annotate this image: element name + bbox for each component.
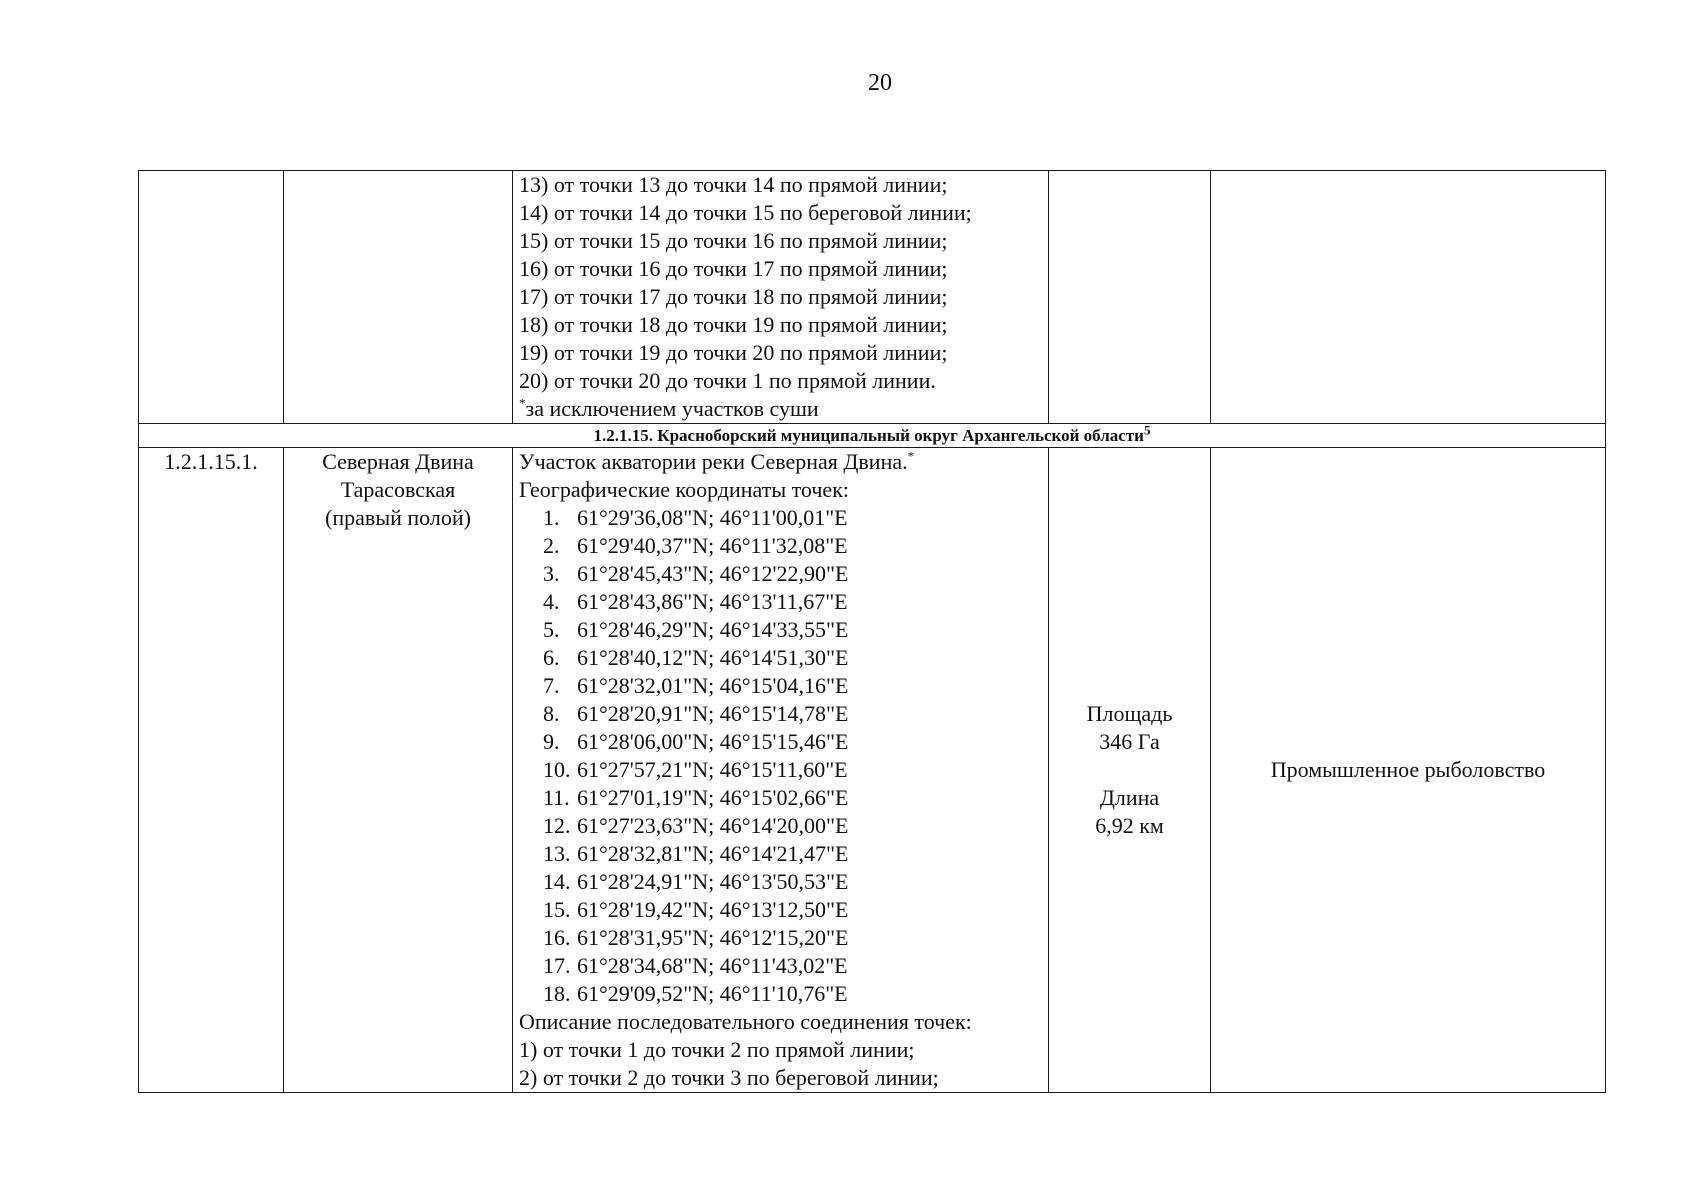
entry-number: 1.2.1.15.1. bbox=[164, 449, 258, 474]
coordinate-number: 1. bbox=[543, 505, 560, 530]
section-header-row bbox=[139, 424, 1606, 448]
continued-name-cell bbox=[284, 171, 513, 424]
section-title-text: 1.2.1.15. Красноборский муниципальный округ Архангельской области bbox=[593, 426, 1144, 445]
section-title bbox=[139, 424, 1606, 448]
entry-row bbox=[139, 448, 1606, 1093]
coordinate-number: 17. bbox=[543, 953, 571, 978]
coordinate-number: 18. bbox=[543, 981, 571, 1006]
coordinate-value: 61°29'36,08"N; 46°11'00,01"E bbox=[577, 505, 848, 530]
area-title-asterisk: * bbox=[907, 448, 915, 464]
land-exclusion-note bbox=[519, 395, 1042, 423]
coordinate-value: 61°27'23,63"N; 46°14'20,00"E bbox=[577, 813, 849, 838]
entry-boundary-cell bbox=[513, 448, 1049, 1093]
continued-row bbox=[139, 171, 1606, 424]
coordinate-number: 13. bbox=[543, 841, 571, 866]
note-asterisk: * bbox=[519, 395, 526, 411]
coordinate-item bbox=[543, 672, 1042, 700]
coords-header: Географические координаты точек: bbox=[519, 477, 849, 502]
coordinate-value: 61°28'43,86"N; 46°13'11,67"E bbox=[577, 589, 848, 614]
coordinate-item bbox=[543, 644, 1042, 672]
coordinate-value: 61°28'24,91"N; 46°13'50,53"E bbox=[577, 869, 849, 894]
coordinate-number: 2. bbox=[543, 533, 560, 558]
connection-line: 1) от точки 1 до точки 2 по прямой линии; bbox=[519, 1037, 915, 1062]
coordinate-number: 7. bbox=[543, 673, 560, 698]
coordinate-item bbox=[543, 728, 1042, 756]
area-value: 346 Га bbox=[1099, 729, 1160, 754]
coordinate-number: 5. bbox=[543, 617, 560, 642]
coordinate-number: 15. bbox=[543, 897, 571, 922]
continued-boundary-cell bbox=[513, 171, 1049, 424]
coordinate-number: 11. bbox=[543, 785, 570, 810]
section-footnote-mark: 5 bbox=[1143, 423, 1151, 438]
coordinate-item bbox=[543, 504, 1042, 532]
coordinates-list bbox=[519, 504, 1042, 1008]
coordinate-item bbox=[543, 980, 1042, 1008]
coordinate-value: 61°28'31,95"N; 46°12'15,20"E bbox=[577, 925, 849, 950]
page-number: 20 bbox=[868, 70, 892, 96]
coordinate-value: 61°28'34,68"N; 46°11'43,02"E bbox=[577, 953, 848, 978]
coordinate-item bbox=[543, 588, 1042, 616]
coordinate-item bbox=[543, 616, 1042, 644]
coordinate-value: 61°28'06,00"N; 46°15'15,46"E bbox=[577, 729, 849, 754]
continued-usage-cell bbox=[1211, 171, 1606, 424]
coordinate-item bbox=[543, 812, 1042, 840]
coordinate-number: 12. bbox=[543, 813, 571, 838]
coordinate-item bbox=[543, 868, 1042, 896]
coordinate-number: 3. bbox=[543, 561, 560, 586]
length-label: Длина bbox=[1099, 785, 1160, 810]
connection-line: 14) от точки 14 до точки 15 по береговой линии; bbox=[519, 200, 972, 225]
entry-usage-cell bbox=[1211, 448, 1606, 1093]
entry-name-cell bbox=[284, 448, 513, 1093]
connection-line: 19) от точки 19 до точки 20 по прямой линии; bbox=[519, 340, 948, 365]
area-title bbox=[519, 448, 1042, 476]
size-spacer bbox=[1055, 756, 1204, 784]
coordinate-item bbox=[543, 756, 1042, 784]
coordinate-value: 61°28'46,29"N; 46°14'33,55"E bbox=[577, 617, 849, 642]
connection-line: 13) от точки 13 до точки 14 по прямой линии; bbox=[519, 172, 948, 197]
coordinate-number: 14. bbox=[543, 869, 571, 894]
fishing-areas-table bbox=[138, 170, 1606, 1093]
coordinate-value: 61°29'09,52"N; 46°11'10,76"E bbox=[577, 981, 848, 1006]
entry-name-line: Тарасовская bbox=[340, 477, 456, 502]
coordinate-value: 61°28'40,12"N; 46°14'51,30"E bbox=[577, 645, 849, 670]
coordinate-item bbox=[543, 532, 1042, 560]
connection-line: 15) от точки 15 до точки 16 по прямой линии; bbox=[519, 228, 948, 253]
entry-name-line: (правый полой) bbox=[325, 505, 471, 530]
coordinate-value: 61°29'40,37"N; 46°11'32,08"E bbox=[577, 533, 848, 558]
coordinate-value: 61°28'20,91"N; 46°15'14,78"E bbox=[577, 701, 849, 726]
coordinate-value: 61°28'45,43"N; 46°12'22,90"E bbox=[577, 561, 849, 586]
area-title-text: Участок акватории реки Северная Двина. bbox=[519, 449, 908, 474]
connection-line: 17) от точки 17 до точки 18 по прямой линии; bbox=[519, 284, 948, 309]
entry-number-cell bbox=[139, 448, 284, 1093]
entry-size-cell bbox=[1049, 448, 1211, 1093]
coordinate-value: 61°28'32,01"N; 46°15'04,16"E bbox=[577, 673, 849, 698]
connection-line: 2) от точки 2 до точки 3 по береговой линии; bbox=[519, 1065, 939, 1090]
coordinate-value: 61°28'32,81"N; 46°14'21,47"E bbox=[577, 841, 849, 866]
coordinate-item bbox=[543, 560, 1042, 588]
coordinate-number: 16. bbox=[543, 925, 571, 950]
coordinate-item bbox=[543, 784, 1042, 812]
connection-line: 18) от точки 18 до точки 19 по прямой линии; bbox=[519, 312, 948, 337]
coordinate-item bbox=[543, 924, 1042, 952]
usage-type: Промышленное рыболовство bbox=[1270, 757, 1546, 782]
length-value: 6,92 км bbox=[1095, 813, 1164, 838]
connection-line: 20) от точки 20 до точки 1 по прямой линии. bbox=[519, 368, 936, 393]
coordinate-number: 8. bbox=[543, 701, 560, 726]
coordinate-number: 6. bbox=[543, 645, 560, 670]
coordinate-value: 61°27'57,21"N; 46°15'11,60"E bbox=[577, 757, 848, 782]
coordinate-value: 61°28'19,42"N; 46°13'12,50"E bbox=[577, 897, 849, 922]
coordinate-item bbox=[543, 840, 1042, 868]
continued-number-cell bbox=[139, 171, 284, 424]
connection-line: 16) от точки 16 до точки 17 по прямой линии; bbox=[519, 256, 948, 281]
coordinate-number: 9. bbox=[543, 729, 560, 754]
coordinate-item bbox=[543, 896, 1042, 924]
note-text: за исключением участков суши bbox=[525, 396, 819, 421]
coordinate-item bbox=[543, 700, 1042, 728]
continued-size-cell bbox=[1049, 171, 1211, 424]
area-label: Площадь bbox=[1086, 701, 1173, 726]
coordinate-item bbox=[543, 952, 1042, 980]
entry-name-line: Северная Двина bbox=[322, 449, 474, 474]
coordinate-number: 4. bbox=[543, 589, 560, 614]
coordinate-value: 61°27'01,19"N; 46°15'02,66"E bbox=[577, 785, 849, 810]
coordinate-number: 10. bbox=[543, 757, 571, 782]
connections-header: Описание последовательного соединения точек: bbox=[519, 1009, 972, 1034]
